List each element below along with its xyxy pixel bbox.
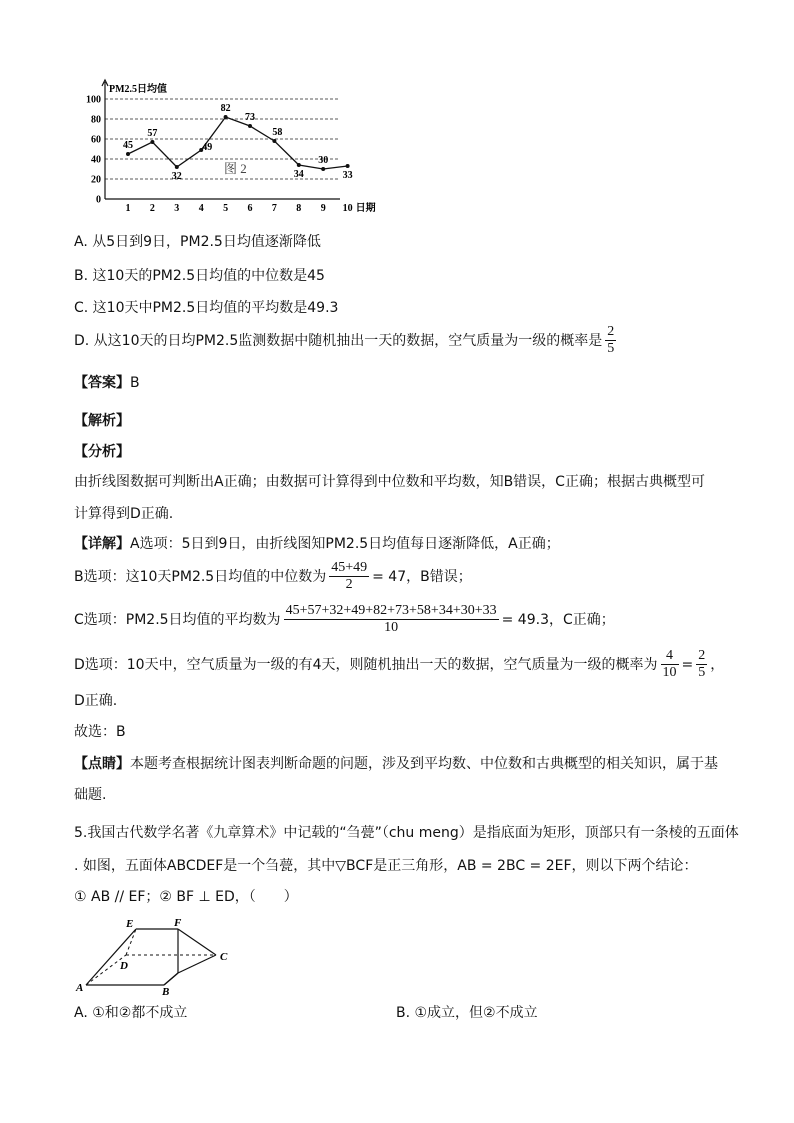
- detail-d-num2: 2: [698, 648, 706, 663]
- q5-line1: 5.我国古代数学名著《九章算术》中记载的“刍甍”（chu meng）是指底面为矩形，顶部只有一条棱的五面体: [74, 825, 739, 841]
- answer-value: B: [130, 375, 140, 391]
- detail-d-fraction1: [661, 648, 679, 681]
- detail-b-line: [74, 560, 472, 593]
- detail-c-num: 45+57+32+49+82+73+58+34+30+33: [285, 603, 497, 618]
- detail-b-num: 45+49: [331, 560, 368, 575]
- fenxi-tag: 【分析】: [74, 444, 130, 460]
- detail-b-fraction: [329, 560, 369, 593]
- detail-c-suffix: = 49.3，C正确；: [501, 611, 615, 628]
- x-tick-label-9: 9: [320, 203, 326, 214]
- option-a: A. 从5日到9日，PM2.5日均值逐渐降低: [74, 234, 321, 250]
- data-point-1: [126, 152, 130, 156]
- y-tick-label-60: 60: [91, 134, 101, 146]
- data-label-7: 58: [272, 127, 283, 138]
- y-tick-label-0: 0: [96, 194, 101, 206]
- data-point-2: [150, 140, 154, 144]
- chart-title: PM2.5日均值: [109, 84, 168, 95]
- data-point-6: [248, 124, 252, 128]
- option-d-fraction: [605, 324, 616, 357]
- vertex-d-label: D: [120, 960, 128, 972]
- fenxi-line2: 计算得到D正确.: [74, 506, 174, 522]
- data-point-8: [297, 163, 301, 167]
- data-label-8: 34: [293, 169, 304, 180]
- vertex-f-label: F: [174, 917, 182, 929]
- detail-d-den1: 10: [662, 665, 677, 680]
- q5-option-b: B. ①成立，但②不成立: [396, 1005, 538, 1021]
- option-c: C. 这10天中PM2.5日均值的平均数是49.3: [74, 300, 339, 316]
- x-axis-label: 日期: [355, 203, 376, 214]
- detail-d-fraction2: [696, 648, 707, 681]
- x-tick-label-8: 8: [296, 203, 302, 214]
- vertex-b-label: B: [162, 986, 170, 998]
- dianjing-tag: 【点睛】: [74, 756, 130, 772]
- q5-option-a: A. ①和②都不成立: [74, 1005, 188, 1021]
- detail-a-line: [74, 534, 560, 554]
- data-label-5: 82: [220, 103, 231, 114]
- data-label-6: 73: [245, 112, 255, 123]
- answer-tag: 【答案】: [74, 375, 130, 391]
- data-label-10: 33: [342, 170, 353, 181]
- dianjing-text: 本题考查根据统计图表判断命题的问题，涉及到平均数、中位数和古典概型的相关知识，属于基: [130, 756, 718, 772]
- option-d: [74, 324, 619, 357]
- chumeng-figure: [70, 915, 240, 997]
- detail-d-line2: D正确.: [74, 693, 118, 709]
- data-label-4: 49: [202, 142, 213, 153]
- dianjing-line2: 础题.: [74, 787, 107, 803]
- x-tick-label-5: 5: [223, 203, 229, 214]
- detail-d-line: [74, 648, 724, 681]
- detail-d-num1: 4: [666, 648, 673, 663]
- detail-d-eq: =: [681, 656, 694, 673]
- detail-a-text: A选项：5日到9日，由折线图知PM2.5日均值每日逐渐降低，A正确；: [130, 536, 560, 552]
- answer-line: [74, 373, 140, 393]
- y-tick-label-80: 80: [91, 114, 101, 126]
- x-tick-label-10: 10: [342, 203, 353, 214]
- detail-tag: 【详解】: [74, 536, 130, 552]
- q5-line3: ① AB // EF；② BF ⊥ ED，（ ）: [74, 889, 298, 905]
- data-label-2: 57: [147, 128, 158, 139]
- data-label-9: 30: [318, 155, 329, 166]
- x-tick-label-3: 3: [174, 203, 180, 214]
- pm25-line-chart: [80, 78, 376, 218]
- detail-c-prefix: C选项：PM2.5日均值的平均数为: [74, 611, 281, 628]
- select-line: 故选：B: [74, 724, 126, 740]
- option-d-num: 2: [607, 324, 615, 339]
- y-tick-label-40: 40: [91, 154, 101, 166]
- analysis-tag: 【解析】: [74, 413, 130, 429]
- x-tick-label-7: 7: [271, 203, 277, 214]
- option-b: B. 这10天的PM2.5日均值的中位数是45: [74, 268, 325, 284]
- vertex-c-label: C: [220, 951, 228, 963]
- x-tick-label-1: 1: [125, 203, 131, 214]
- detail-c-den: 10: [384, 620, 399, 635]
- data-label-3: 32: [171, 171, 182, 182]
- detail-c-line: [74, 603, 615, 636]
- x-tick-label-2: 2: [149, 203, 155, 214]
- q5-line2: . 如图，五面体ABCDEF是一个刍甍，其中▽BCF是正三角形，AB = 2BC = 2EF，则以下两个结论：: [74, 858, 698, 874]
- option-d-text: D. 从这10天的日均PM2.5监测数据中随机抽出一天的数据，空气质量为一级的概率是: [74, 332, 603, 349]
- detail-b-suffix: = 47，B错误；: [372, 568, 472, 585]
- detail-b-den: 2: [345, 577, 353, 592]
- vertex-e-label: E: [126, 918, 134, 930]
- detail-d-comma: ，: [710, 656, 725, 673]
- detail-d-prefix: D选项：10天中，空气质量为一级的有4天，则随机抽出一天的数据，空气质量为一级的概率为: [74, 656, 658, 673]
- data-point-5: [224, 115, 228, 119]
- data-point-9: [321, 167, 325, 171]
- chart-annotation: 图 2: [224, 161, 247, 176]
- y-tick-label-100: 100: [86, 94, 101, 106]
- option-d-den: 5: [607, 341, 615, 356]
- x-tick-label-6: 6: [247, 203, 253, 214]
- data-point-10: [346, 164, 350, 168]
- data-point-7: [272, 139, 276, 143]
- data-label-1: 45: [123, 140, 133, 151]
- data-point-3: [175, 165, 179, 169]
- detail-d-den2: 5: [698, 665, 706, 680]
- vertex-a-label: A: [76, 982, 84, 994]
- fenxi-line1: 由折线图数据可判断出A正确；由数据可计算得到中位数和平均数，知B错误，C正确；根据古典概型可: [74, 474, 705, 490]
- x-tick-label-4: 4: [198, 203, 204, 214]
- y-tick-label-20: 20: [91, 174, 101, 186]
- dianjing-line1: [74, 754, 718, 774]
- detail-c-fraction: [284, 603, 499, 636]
- detail-b-prefix: B选项：这10天PM2.5日均值的中位数为: [74, 568, 327, 585]
